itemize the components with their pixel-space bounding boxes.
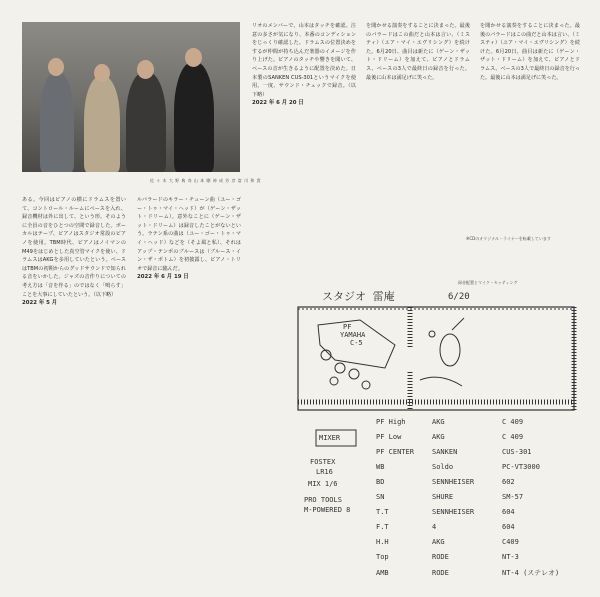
mic-model: CUS-301 [502, 448, 532, 456]
mic-brand: SENNHEISER [432, 478, 475, 486]
column-2-text: ルバラードのキラー・チューン曲（ユー・ゴー・トゥ・マイ・ヘッド）が（ゲーン・ザット・ドリーム）。意外なことに（ゲーン・ザット・ドリーム）は録音したことがないという。ラテン系の曲は（ユー・ゴー・トゥ・マイ・ヘッド）などを（そよ風と私）、それはアップ・テンポのブルースは（ブルース・イン・ザ・ボトム）を初披露し、ピアノ・トリオで録音に臨んだ。 [137, 197, 241, 272]
piano-label-2: YAMAHA [340, 331, 366, 339]
mic-brand: AKG [432, 433, 445, 441]
pro-tools-label: PRO TOOLS [304, 496, 342, 504]
mic-position: H.H [376, 538, 389, 546]
mic-brand: AKG [432, 418, 445, 426]
mic-brand: RODE [432, 553, 449, 561]
column-3 [252, 22, 356, 270]
mic-brand: AKG [432, 538, 445, 546]
mic-position: PF Low [376, 433, 402, 441]
mic-row [376, 553, 586, 561]
sketch-caption: 録音配置とマイク・セッティング [458, 280, 518, 285]
mic-position: F.T [376, 523, 389, 531]
mic-brand: SENNHEISER [432, 508, 475, 516]
mic-position: Top [376, 553, 389, 561]
mic-model: C 409 [502, 418, 524, 426]
column-2 [137, 196, 241, 581]
column-1 [22, 196, 126, 581]
col3-date: 2022 年 6 月 20 日 [252, 100, 304, 107]
mic-model: PC-VT3000 [502, 463, 540, 471]
mic-model: C 409 [502, 433, 524, 441]
mic-position: BD [376, 478, 385, 486]
mic-model: SM-57 [502, 493, 524, 501]
mic-brand: 4 [432, 523, 437, 531]
fostex-model: LR16 [316, 468, 333, 476]
mic-row [376, 493, 586, 501]
col2-date: 2022 年 6 月 19 日 [137, 274, 189, 281]
mic-model: NT-4 (ステレオ) [502, 569, 560, 577]
col1-date: 2022 年 5 月 [22, 300, 58, 307]
column-5 [480, 22, 580, 192]
mic-position: WB [376, 463, 385, 471]
liner-note: ※CDのオリジナル・ライナーを転載しています [466, 236, 551, 241]
mic-position: SN [376, 493, 385, 501]
mic-position: T.T [376, 508, 389, 516]
mic-brand: SHURE [432, 493, 454, 501]
mic-row [376, 418, 586, 426]
mic-list [376, 418, 586, 588]
mic-row [376, 568, 586, 578]
mic-model: 602 [502, 478, 515, 486]
column-1-text: ある。今回はピアノの横にドラムスを置いて、コントロール・ルームにベースを入れ、録音機材は外に出して、という形。そのように全員の音をひとつの空間で録音した。ボーカルはテープ、ピアノはスタジオ常設のピアノを使用。TBM時代、ピアノはノイマンのM49をはじめとした真空管マイクを使い、ドラムスはAKGを多用していたという。ベースはTBMの初期からのグッドサウンドで知られる音をいかした。ジャズの音作りについての考え方は「音を作る」のではなく「鳴らす」ことを大事にしていたという。（以下略） [22, 197, 126, 298]
fostex-label: FOSTEX [310, 458, 336, 466]
mic-brand: Soldo [432, 463, 454, 471]
mic-brand: RODE [432, 569, 449, 577]
column-5-text: を聞かせる演奏をすることに決まった。最後のバラードはこの曲だと山本は言い、（ミスティ）（ユア・マイ・エヴリシング）を続けた。6月20日、曲目は新たに（ゲーン・ザット・ドリーム）を加えて、ピアノとドラムス、ベースの3人で最終日の録音を行った。最後に山本は満足げに笑った。 [480, 23, 580, 81]
mic-row [376, 478, 586, 486]
mic-model: C409 [502, 538, 519, 546]
mic-position: AMB [376, 569, 389, 577]
column-3-text: リオのメンバーで、山本はタッチを確認。注意の多さが気になり、本番のコンディションをじっくり確認した。ドラムスの位置決めをするが仲間が持ち込んだ楽器のイメージを作り上げた。ピアノのタッチや響きを聞いて、ベースの音が生きるように配置を決めた。日本製のSANKEN CUS-301というマイクを使用。一度、サウンド・チェックで録音。（以下略） [252, 23, 356, 98]
mic-position: PF CENTER [376, 448, 414, 456]
mic-row [376, 523, 586, 531]
mix-ratio: MIX 1/6 [308, 480, 338, 488]
mic-model: 604 [502, 523, 515, 531]
piano-label-3: C-5 [350, 339, 363, 347]
mic-row [376, 433, 586, 441]
band-photo [22, 22, 240, 172]
column-4-text: を聞かせる演奏をすることに決まった。最後のバラードはこの曲だと山本は言い、（ミスティ）（ユア・マイ・エヴリシング）を続けた。6月20日、曲目は新たに（ゲーン・ザット・ドリーム）を加えて、ピアノとドラムス、ベースの3人で最終日の録音を行った。最後に山本は満足げに笑った。 [366, 23, 470, 81]
sketch-date: 6/20 [448, 292, 470, 302]
mixer-label: MIXER [319, 434, 341, 442]
column-4 [366, 22, 470, 270]
studio-title: スタジオ 雷庵 [322, 290, 395, 303]
piano-label-1: PF [343, 323, 352, 331]
photo-caption: 佐 々 木 大 野 典 寿 山 本 剛 神 成 芳 彦 富 川 和 貴 [150, 178, 262, 183]
m-powered-label: M-POWERED 8 [304, 506, 351, 514]
mic-row [376, 508, 586, 516]
mic-row [376, 538, 586, 546]
mic-position: PF High [376, 418, 406, 426]
mic-brand: SANKEN [432, 448, 458, 456]
mic-model: 604 [502, 508, 515, 516]
mic-model: NT-3 [502, 553, 519, 561]
mic-row [376, 463, 586, 471]
mic-row [376, 448, 586, 456]
